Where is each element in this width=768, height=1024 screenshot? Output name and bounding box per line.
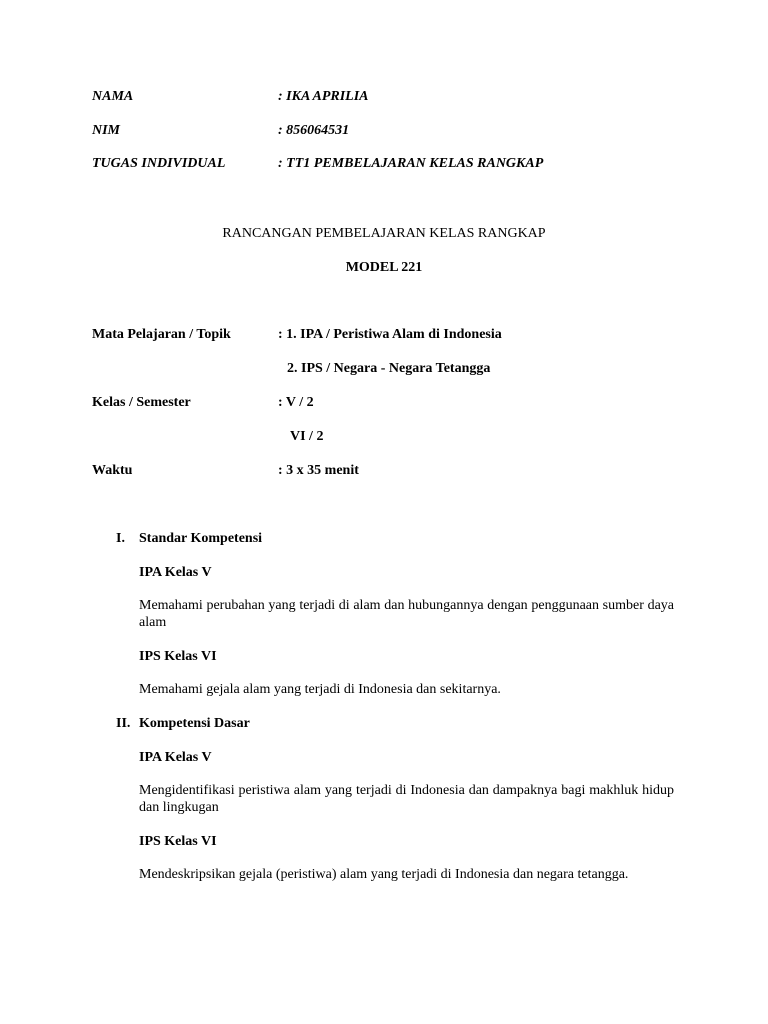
nim-label: NIM [92,123,121,138]
section-1-ips-text: Memahami gejala alam yang terjadi di Indonesia dan sekitarnya. [139,682,501,697]
mapel-label: Mata Pelajaran / Topik [92,327,231,342]
section-2-number: II. [116,716,131,731]
waktu-value: : 3 x 35 menit [278,463,359,478]
section-2-ips-heading: IPS Kelas VI [139,834,217,849]
mapel-value-2: 2. IPS / Negara - Negara Tetangga [287,361,491,376]
section-2-ipa-text: Mengidentifikasi peristiwa alam yang terjadi di Indonesia dan dampaknya bagi makhluk hidup dan lingkugan [139,783,674,815]
tugas-value: : TT1 PEMBELAJARAN KELAS RANGKAP [278,156,544,171]
nama-value: : IKA APRILIA [278,89,369,104]
section-1-ipa-heading: IPA Kelas V [139,565,212,580]
nim-value: : 856064531 [278,123,350,138]
kelas-value-2: VI / 2 [290,429,324,444]
waktu-label: Waktu [92,463,133,478]
nama-label: NAMA [92,89,134,104]
document-title: RANCANGAN PEMBELAJARAN KELAS RANGKAP [222,226,546,241]
mapel-value-1: : 1. IPA / Peristiwa Alam di Indonesia [278,327,502,342]
section-1-ipa-text: Memahami perubahan yang terjadi di alam dan hubungannya dengan penggunaan sumber daya alam [139,598,674,630]
section-2-ips-text: Mendeskripsikan gejala (peristiwa) alam yang terjadi di Indonesia dan negara tetangga. [139,867,629,882]
tugas-label: TUGAS INDIVIDUAL [92,156,226,171]
kelas-value-1: : V / 2 [278,395,314,410]
section-1-title: Standar Kompetensi [139,531,263,546]
kelas-label: Kelas / Semester [92,395,191,410]
section-1-ips-heading: IPS Kelas VI [139,649,217,664]
section-2-ipa-heading: IPA Kelas V [139,750,212,765]
document-subtitle: MODEL 221 [345,260,423,275]
section-2-title: Kompetensi Dasar [139,716,250,731]
section-1-number: I. [116,531,125,546]
